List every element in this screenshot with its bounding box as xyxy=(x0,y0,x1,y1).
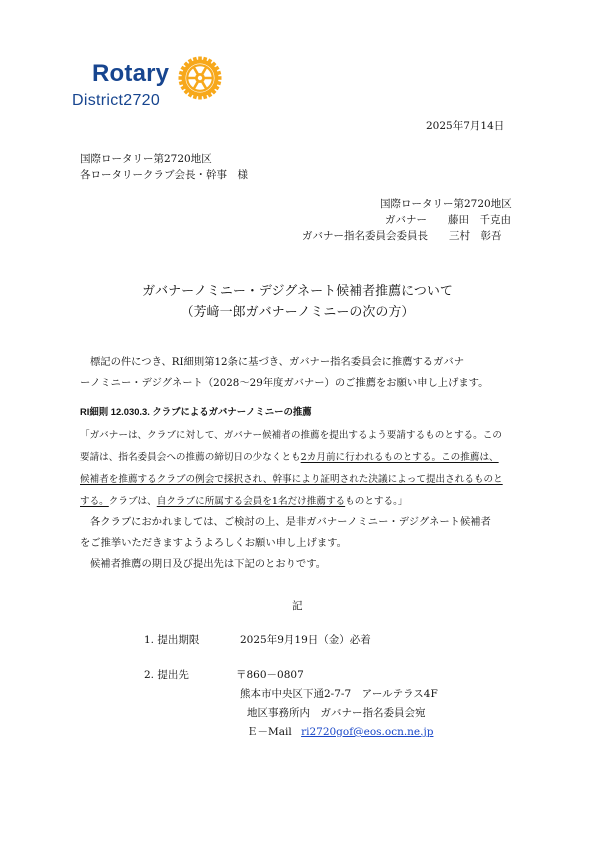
recipient-line-2: 各ロータリークラブ会長・幹事 様 xyxy=(80,169,248,181)
intro-line-2: ーノミニー・デジグネート（2028～29年度ガバナー）のご推薦をお願い申し上げます。 xyxy=(80,377,489,389)
quote-line-4c: 自クラブに所属する会員を1名だけ推薦する xyxy=(156,496,346,507)
rule-quote xyxy=(80,425,525,513)
email-label: Ｅ－Mail xyxy=(247,726,292,738)
request-paragraph xyxy=(80,512,525,575)
request-line-1: 各クラブにおかれましては、ご検討の上、是非ガバナーノミニー・デジグネート候補者 xyxy=(90,516,491,528)
email-link[interactable]: ri2720gof@eos.ocn.ne.jp xyxy=(301,726,434,738)
destination-label: 2. 提出先 xyxy=(144,669,189,681)
logo-district: District2720 xyxy=(72,92,161,109)
address: 熊本市中央区下通2-7-7 アールテラス4F xyxy=(240,688,438,700)
sender-line-3: ガバナー指名委員会委員長 三村 彰吾 xyxy=(302,230,502,242)
letter-title: ガバナーノミニー・デジグネート候補者推薦について xyxy=(142,284,453,299)
quote-line-2a: 要請は、指名委員会への推薦の締切日の少なくとも xyxy=(80,452,301,463)
letter-subtitle: （芳﨑一郎ガバナーノミニーの次の方） xyxy=(180,305,415,320)
sender-line-2: ガバナー 藤田 千克由 xyxy=(385,214,511,226)
request-line-3: 候補者推薦の期日及び提出先は下記のとおりです。 xyxy=(90,558,327,570)
quote-line-3: 候補者を推薦するクラブの例会で採択され、幹事により証明された決議によって提出されるものと xyxy=(80,474,503,485)
quote-line-1: 「ガバナーは、クラブに対して、ガバナー候補者の推薦を提出するよう要請するものとする。この xyxy=(80,430,502,441)
rule-heading: RI細則 12.030.3. クラブによるガバナーノミニーの推薦 xyxy=(80,406,312,417)
rotary-wheel-icon xyxy=(176,54,224,102)
intro-line-1: 標記の件につき、RI細則第12条に基づき、ガバナー指名委員会に推薦するガバナ xyxy=(90,356,464,368)
logo-wordmark: Rotary xyxy=(92,60,170,87)
recipient-line-1: 国際ロータリー第2720地区 xyxy=(80,153,212,165)
quote-line-4d: ものとする。」 xyxy=(345,496,408,507)
ki-heading: 記 xyxy=(292,600,303,612)
request-line-2: をご推挙いただきますようよろしくお願い申し上げます。 xyxy=(80,537,347,549)
deadline-label: 1. 提出期限 xyxy=(144,634,200,646)
quote-line-4b: クラブは、 xyxy=(108,496,157,507)
deadline-value: 2025年9月19日（金）必着 xyxy=(240,634,371,646)
quote-line-2b: 2カ月前に行われるものとする。この推薦は、 xyxy=(300,452,499,463)
office-addressee: 地区事務所内 ガバナー指名委員会宛 xyxy=(247,707,426,719)
quote-line-4a: する。 xyxy=(80,496,109,507)
letter-date: 2025年7月14日 xyxy=(426,120,505,132)
intro-paragraph xyxy=(80,352,525,394)
rotary-district-logo xyxy=(70,50,230,120)
postal-code: 〒860－0807 xyxy=(236,669,304,681)
sender-line-1: 国際ロータリー第2720地区 xyxy=(380,198,512,210)
email-line xyxy=(247,724,433,739)
